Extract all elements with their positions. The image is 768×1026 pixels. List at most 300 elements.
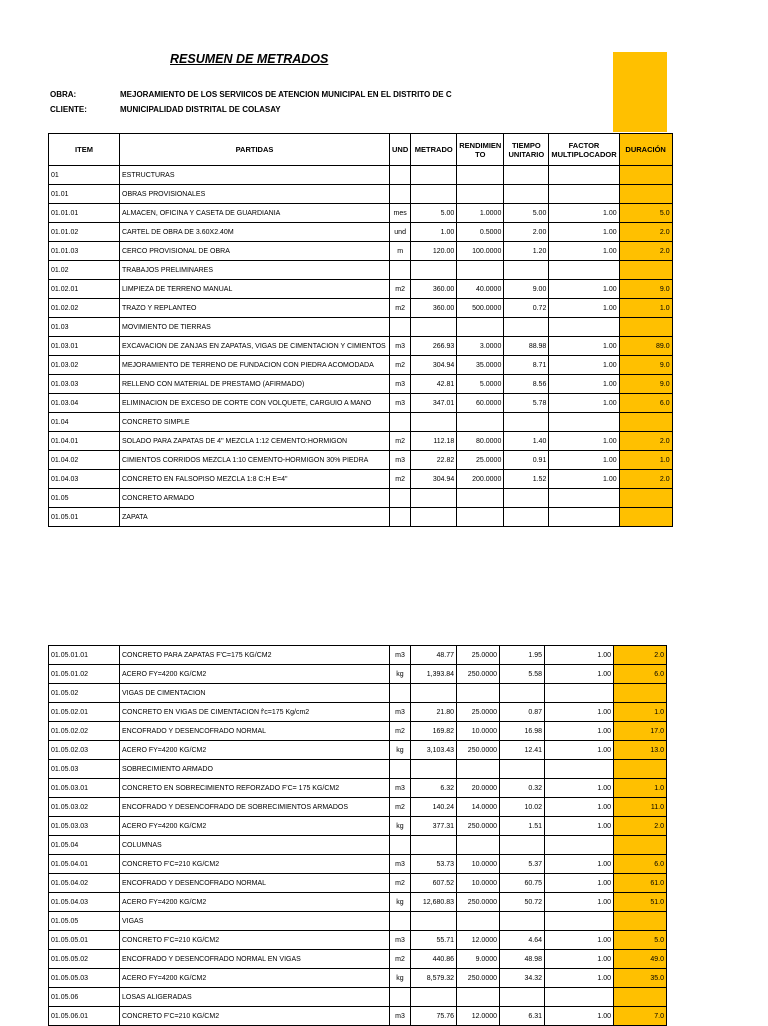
rendimiento-cell: 0.5000	[457, 223, 504, 242]
rendimiento-cell	[457, 489, 504, 508]
table-row	[49, 223, 673, 242]
metrado-cell	[411, 166, 457, 185]
rendimiento-cell: 12.0000	[457, 931, 500, 950]
und-cell: m3	[390, 779, 411, 798]
duracion-cell	[614, 836, 667, 855]
metrado-cell: 53.73	[411, 855, 457, 874]
factor-cell: 1.00	[545, 665, 614, 684]
table-row	[49, 280, 673, 299]
table-row	[49, 470, 673, 489]
und-cell: m2	[390, 356, 411, 375]
table-row	[49, 489, 673, 508]
metrado-cell: 440.86	[411, 950, 457, 969]
duracion-cell: 1.0	[614, 779, 667, 798]
partida-cell: SOLADO PARA ZAPATAS DE 4" MEZCLA 1:12 CEMENTO:HORMIGON	[120, 432, 390, 451]
tiempo-cell	[500, 912, 545, 931]
und-cell	[390, 413, 411, 432]
und-cell: kg	[390, 665, 411, 684]
factor-cell	[549, 185, 619, 204]
tiempo-cell	[504, 318, 549, 337]
tiempo-cell: 5.78	[504, 394, 549, 413]
table-row	[49, 394, 673, 413]
tiempo-cell: 0.87	[500, 703, 545, 722]
factor-cell: 1.00	[545, 969, 614, 988]
item-cell: 01.05.01	[49, 508, 120, 527]
rendimiento-cell: 250.0000	[457, 665, 500, 684]
rendimiento-cell: 5.0000	[457, 375, 504, 394]
duracion-cell: 1.0	[619, 451, 672, 470]
table-row	[49, 741, 667, 760]
duracion-cell: 89.0	[619, 337, 672, 356]
und-cell	[390, 166, 411, 185]
metrados-table-bottom	[48, 645, 667, 1026]
obra-label: OBRA:	[50, 90, 77, 99]
partida-cell: LIMPIEZA DE TERRENO MANUAL	[120, 280, 390, 299]
rendimiento-cell: 20.0000	[457, 779, 500, 798]
item-cell: 01.05.05.01	[49, 931, 120, 950]
duracion-cell: 49.0	[614, 950, 667, 969]
partida-cell: CONCRETO F'C=210 KG/CM2	[120, 1007, 390, 1026]
duracion-cell: 9.0	[619, 280, 672, 299]
table-row	[49, 760, 667, 779]
table-row	[49, 893, 667, 912]
rendimiento-cell: 250.0000	[457, 817, 500, 836]
partida-cell: ACERO FY=4200 KG/CM2	[120, 741, 390, 760]
tiempo-cell: 10.02	[500, 798, 545, 817]
rendimiento-cell	[457, 413, 504, 432]
metrado-cell: 1,393.84	[411, 665, 457, 684]
item-cell: 01.05.05	[49, 912, 120, 931]
und-cell	[390, 912, 411, 931]
tiempo-cell	[504, 413, 549, 432]
partida-cell: ENCOFRADO Y DESENCOFRADO NORMAL	[120, 874, 390, 893]
und-cell: m3	[390, 646, 411, 665]
column-header-metrado: METRADO	[411, 134, 457, 166]
factor-cell: 1.00	[545, 741, 614, 760]
metrado-cell: 304.94	[411, 356, 457, 375]
column-header-item: ITEM	[49, 134, 120, 166]
factor-cell: 1.00	[545, 779, 614, 798]
factor-cell: 1.00	[549, 394, 619, 413]
rendimiento-cell: 3.0000	[457, 337, 504, 356]
tiempo-cell: 2.00	[504, 223, 549, 242]
table-row	[49, 874, 667, 893]
duracion-cell: 6.0	[614, 665, 667, 684]
und-cell: m2	[390, 722, 411, 741]
factor-cell: 1.00	[549, 337, 619, 356]
factor-cell: 1.00	[545, 798, 614, 817]
tiempo-cell: 1.40	[504, 432, 549, 451]
metrado-cell: 6.32	[411, 779, 457, 798]
factor-cell	[545, 988, 614, 1007]
duracion-cell: 13.0	[614, 741, 667, 760]
item-cell: 01.05.06.01	[49, 1007, 120, 1026]
und-cell: m3	[390, 451, 411, 470]
partida-cell: SOBRECIMIENTO ARMADO	[120, 760, 390, 779]
partida-cell: ENCOFRADO Y DESENCOFRADO DE SOBRECIMIENTOS ARMADOS	[120, 798, 390, 817]
duracion-cell: 6.0	[619, 394, 672, 413]
table-row	[49, 950, 667, 969]
item-cell: 01.05.01.01	[49, 646, 120, 665]
metrado-cell: 347.01	[411, 394, 457, 413]
metrado-cell: 55.71	[411, 931, 457, 950]
tiempo-cell	[500, 684, 545, 703]
table-row	[49, 185, 673, 204]
partida-cell: ALMACEN, OFICINA Y CASETA DE GUARDIANIA	[120, 204, 390, 223]
partida-cell: MOVIMIENTO DE TIERRAS	[120, 318, 390, 337]
duracion-cell	[619, 489, 672, 508]
rendimiento-cell: 25.0000	[457, 646, 500, 665]
und-cell	[390, 508, 411, 527]
und-cell	[390, 489, 411, 508]
und-cell: m3	[390, 337, 411, 356]
rendimiento-cell: 25.0000	[457, 451, 504, 470]
tiempo-cell: 88.98	[504, 337, 549, 356]
duracion-cell: 5.0	[614, 931, 667, 950]
metrado-cell: 377.31	[411, 817, 457, 836]
table-row	[49, 261, 673, 280]
rendimiento-cell	[457, 318, 504, 337]
factor-cell: 1.00	[545, 874, 614, 893]
rendimiento-cell: 9.0000	[457, 950, 500, 969]
partida-cell: CONCRETO F'C=210 KG/CM2	[120, 931, 390, 950]
factor-cell: 1.00	[549, 375, 619, 394]
und-cell: kg	[390, 817, 411, 836]
tiempo-cell: 1.51	[500, 817, 545, 836]
column-header-factor: FACTOR MULTIPLOCADOR	[549, 134, 619, 166]
tiempo-cell: 9.00	[504, 280, 549, 299]
duracion-cell: 51.0	[614, 893, 667, 912]
tiempo-cell: 48.98	[500, 950, 545, 969]
metrado-cell	[411, 318, 457, 337]
duracion-cell: 11.0	[614, 798, 667, 817]
duracion-cell	[619, 413, 672, 432]
duracion-cell: 9.0	[619, 375, 672, 394]
item-cell: 01.05.03	[49, 760, 120, 779]
duracion-cell	[619, 166, 672, 185]
factor-cell	[545, 684, 614, 703]
partida-cell: ACERO FY=4200 KG/CM2	[120, 817, 390, 836]
factor-cell: 1.00	[545, 722, 614, 741]
table-row	[49, 451, 673, 470]
partida-cell: CONCRETO PARA ZAPATAS F'C=175 KG/CM2	[120, 646, 390, 665]
item-cell: 01.05.04.01	[49, 855, 120, 874]
table-row	[49, 988, 667, 1007]
rendimiento-cell: 250.0000	[457, 969, 500, 988]
und-cell: m3	[390, 931, 411, 950]
item-cell: 01.03.04	[49, 394, 120, 413]
metrado-cell: 360.00	[411, 280, 457, 299]
partida-cell: VIGAS	[120, 912, 390, 931]
column-header-tiempo: TIEMPO UNITARIO	[504, 134, 549, 166]
table-row	[49, 684, 667, 703]
und-cell: m3	[390, 394, 411, 413]
table-row	[49, 646, 667, 665]
duracion-cell	[619, 261, 672, 280]
und-cell: m2	[390, 432, 411, 451]
table-row	[49, 204, 673, 223]
und-cell: m3	[390, 703, 411, 722]
factor-cell	[549, 508, 619, 527]
metrado-cell: 42.81	[411, 375, 457, 394]
duracion-cell	[619, 318, 672, 337]
item-cell: 01.03	[49, 318, 120, 337]
metrado-cell	[411, 760, 457, 779]
partida-cell: TRAZO Y REPLANTEO	[120, 299, 390, 318]
table-row	[49, 508, 673, 527]
rendimiento-cell	[457, 684, 500, 703]
und-cell	[390, 261, 411, 280]
table-row	[49, 779, 667, 798]
tiempo-cell: 8.56	[504, 375, 549, 394]
und-cell: m2	[390, 470, 411, 489]
und-cell: kg	[390, 969, 411, 988]
metrado-cell	[411, 185, 457, 204]
item-cell: 01.02.01	[49, 280, 120, 299]
rendimiento-cell: 80.0000	[457, 432, 504, 451]
table-row	[49, 242, 673, 261]
tiempo-cell: 5.00	[504, 204, 549, 223]
tiempo-cell	[504, 166, 549, 185]
rendimiento-cell: 25.0000	[457, 703, 500, 722]
metrado-cell: 266.93	[411, 337, 457, 356]
table-row	[49, 722, 667, 741]
factor-cell: 1.00	[549, 204, 619, 223]
metrado-cell	[411, 836, 457, 855]
duracion-cell: 2.0	[619, 242, 672, 261]
duracion-cell	[614, 912, 667, 931]
rendimiento-cell: 40.0000	[457, 280, 504, 299]
metrado-cell: 3,103.43	[411, 741, 457, 760]
partida-cell: CONCRETO EN VIGAS DE CIMENTACION f'c=175 Kg/cm2	[120, 703, 390, 722]
und-cell: m2	[390, 299, 411, 318]
table-row	[49, 817, 667, 836]
metrado-cell: 120.00	[411, 242, 457, 261]
item-cell: 01.05.04	[49, 836, 120, 855]
factor-cell: 1.00	[545, 950, 614, 969]
partida-cell: COLUMNAS	[120, 836, 390, 855]
metrado-cell: 140.24	[411, 798, 457, 817]
und-cell: m3	[390, 375, 411, 394]
table-row	[49, 337, 673, 356]
item-cell: 01.05.05.02	[49, 950, 120, 969]
rendimiento-cell	[457, 836, 500, 855]
und-cell: m2	[390, 950, 411, 969]
partida-cell: CARTEL DE OBRA DE 3.60X2.40M	[120, 223, 390, 242]
partida-cell: ESTRUCTURAS	[120, 166, 390, 185]
tiempo-cell: 0.32	[500, 779, 545, 798]
factor-cell: 1.00	[549, 451, 619, 470]
table-row	[49, 798, 667, 817]
metrado-cell: 12,680.83	[411, 893, 457, 912]
partida-cell: CONCRETO ARMADO	[120, 489, 390, 508]
duracion-cell: 2.0	[619, 223, 672, 242]
rendimiento-cell: 35.0000	[457, 356, 504, 375]
metrado-cell	[411, 988, 457, 1007]
duracion-cell: 1.0	[619, 299, 672, 318]
factor-cell: 1.00	[545, 893, 614, 912]
factor-cell: 1.00	[545, 1007, 614, 1026]
tiempo-cell: 5.58	[500, 665, 545, 684]
rendimiento-cell	[457, 988, 500, 1007]
partida-cell: ELIMINACION DE EXCESO DE CORTE CON VOLQUETE, CARGUIO A MANO	[120, 394, 390, 413]
metrado-cell: 21.80	[411, 703, 457, 722]
column-header-rendimiento: RENDIMIEN TO	[457, 134, 504, 166]
table-row	[49, 912, 667, 931]
duracion-cell: 2.0	[614, 817, 667, 836]
item-cell: 01.05.02.03	[49, 741, 120, 760]
tiempo-cell	[500, 988, 545, 1007]
und-cell	[390, 684, 411, 703]
item-cell: 01.01.03	[49, 242, 120, 261]
und-cell: m3	[390, 855, 411, 874]
duracion-cell	[614, 760, 667, 779]
rendimiento-cell: 250.0000	[457, 893, 500, 912]
item-cell: 01.05.01.02	[49, 665, 120, 684]
tiempo-cell	[504, 185, 549, 204]
partida-cell: CONCRETO F'C=210 KG/CM2	[120, 855, 390, 874]
partida-cell: ENCOFRADO Y DESENCOFRADO NORMAL	[120, 722, 390, 741]
item-cell: 01.05.03.03	[49, 817, 120, 836]
rendimiento-cell	[457, 185, 504, 204]
rendimiento-cell	[457, 760, 500, 779]
table-row	[49, 703, 667, 722]
factor-cell	[545, 912, 614, 931]
item-cell: 01.01	[49, 185, 120, 204]
factor-cell: 1.00	[545, 931, 614, 950]
metrado-cell: 360.00	[411, 299, 457, 318]
und-cell: m2	[390, 874, 411, 893]
und-cell	[390, 318, 411, 337]
partida-cell: LOSAS ALIGERADAS	[120, 988, 390, 1007]
und-cell	[390, 185, 411, 204]
rendimiento-cell: 10.0000	[457, 855, 500, 874]
und-cell	[390, 760, 411, 779]
item-cell: 01.05.05.03	[49, 969, 120, 988]
duracion-cell: 2.0	[619, 432, 672, 451]
metrado-cell	[411, 912, 457, 931]
page-title: RESUMEN DE METRADOS	[170, 52, 329, 66]
duracion-cell: 2.0	[619, 470, 672, 489]
table-row	[49, 166, 673, 185]
duration-column-header-fill	[613, 52, 667, 132]
table-row	[49, 413, 673, 432]
item-cell: 01.01.02	[49, 223, 120, 242]
tiempo-cell: 0.72	[504, 299, 549, 318]
cliente-value: MUNICIPALIDAD DISTRITAL DE COLASAY	[120, 105, 281, 114]
tiempo-cell: 8.71	[504, 356, 549, 375]
metrado-cell: 22.82	[411, 451, 457, 470]
item-cell: 01.03.02	[49, 356, 120, 375]
und-cell: und	[390, 223, 411, 242]
tiempo-cell: 6.31	[500, 1007, 545, 1026]
column-header-und: UND	[390, 134, 411, 166]
factor-cell	[549, 318, 619, 337]
rendimiento-cell: 14.0000	[457, 798, 500, 817]
table-row	[49, 356, 673, 375]
metrado-cell: 112.18	[411, 432, 457, 451]
metrado-cell: 5.00	[411, 204, 457, 223]
metrado-cell: 607.52	[411, 874, 457, 893]
und-cell	[390, 988, 411, 1007]
tiempo-cell: 0.91	[504, 451, 549, 470]
rendimiento-cell: 10.0000	[457, 722, 500, 741]
duracion-cell	[614, 988, 667, 1007]
partida-cell: RELLENO CON MATERIAL DE PRESTAMO (AFIRMADO)	[120, 375, 390, 394]
item-cell: 01.03.03	[49, 375, 120, 394]
factor-cell: 1.00	[549, 470, 619, 489]
table-row	[49, 432, 673, 451]
duracion-cell: 1.0	[614, 703, 667, 722]
item-cell: 01.04.01	[49, 432, 120, 451]
duracion-cell: 17.0	[614, 722, 667, 741]
metrado-cell	[411, 684, 457, 703]
duracion-cell: 61.0	[614, 874, 667, 893]
tiempo-cell: 16.98	[500, 722, 545, 741]
und-cell: m2	[390, 798, 411, 817]
metrados-table-top	[48, 133, 673, 527]
und-cell: kg	[390, 741, 411, 760]
duracion-cell: 5.0	[619, 204, 672, 223]
factor-cell	[545, 760, 614, 779]
rendimiento-cell	[457, 261, 504, 280]
partida-cell: ACERO FY=4200 KG/CM2	[120, 893, 390, 912]
tiempo-cell: 1.95	[500, 646, 545, 665]
metrado-cell: 1.00	[411, 223, 457, 242]
duracion-cell: 6.0	[614, 855, 667, 874]
partida-cell: ACERO FY=4200 KG/CM2	[120, 969, 390, 988]
table-row	[49, 299, 673, 318]
partida-cell: TRABAJOS PRELIMINARES	[120, 261, 390, 280]
rendimiento-cell: 12.0000	[457, 1007, 500, 1026]
partida-cell: OBRAS PROVISIONALES	[120, 185, 390, 204]
item-cell: 01.05	[49, 489, 120, 508]
metrado-cell	[411, 508, 457, 527]
rendimiento-cell: 10.0000	[457, 874, 500, 893]
und-cell: kg	[390, 893, 411, 912]
column-header-duracion: DURACIÓN	[619, 134, 672, 166]
table-row	[49, 375, 673, 394]
item-cell: 01.04.02	[49, 451, 120, 470]
item-cell: 01.02.02	[49, 299, 120, 318]
factor-cell	[545, 836, 614, 855]
item-cell: 01.05.03.01	[49, 779, 120, 798]
partida-cell: ACERO FY=4200 KG/CM2	[120, 665, 390, 684]
obra-value: MEJORAMIENTO DE LOS SERVIICOS DE ATENCION MUNICIPAL EN EL DISTRITO DE C	[120, 90, 452, 99]
rendimiento-cell	[457, 508, 504, 527]
duracion-cell: 7.0	[614, 1007, 667, 1026]
factor-cell	[549, 166, 619, 185]
tiempo-cell: 4.64	[500, 931, 545, 950]
item-cell: 01.03.01	[49, 337, 120, 356]
table-row	[49, 855, 667, 874]
tiempo-cell	[504, 489, 549, 508]
table-row	[49, 836, 667, 855]
cliente-label: CLIENTE:	[50, 105, 87, 114]
partida-cell: EXCAVACION DE ZANJAS EN ZAPATAS, VIGAS DE CIMENTACION Y CIMIENTOS	[120, 337, 390, 356]
item-cell: 01.04	[49, 413, 120, 432]
rendimiento-cell	[457, 912, 500, 931]
rendimiento-cell: 200.0000	[457, 470, 504, 489]
metrado-cell	[411, 489, 457, 508]
factor-cell: 1.00	[545, 703, 614, 722]
rendimiento-cell: 60.0000	[457, 394, 504, 413]
factor-cell	[549, 413, 619, 432]
item-cell: 01.01.01	[49, 204, 120, 223]
rendimiento-cell	[457, 166, 504, 185]
factor-cell: 1.00	[549, 299, 619, 318]
rendimiento-cell: 250.0000	[457, 741, 500, 760]
